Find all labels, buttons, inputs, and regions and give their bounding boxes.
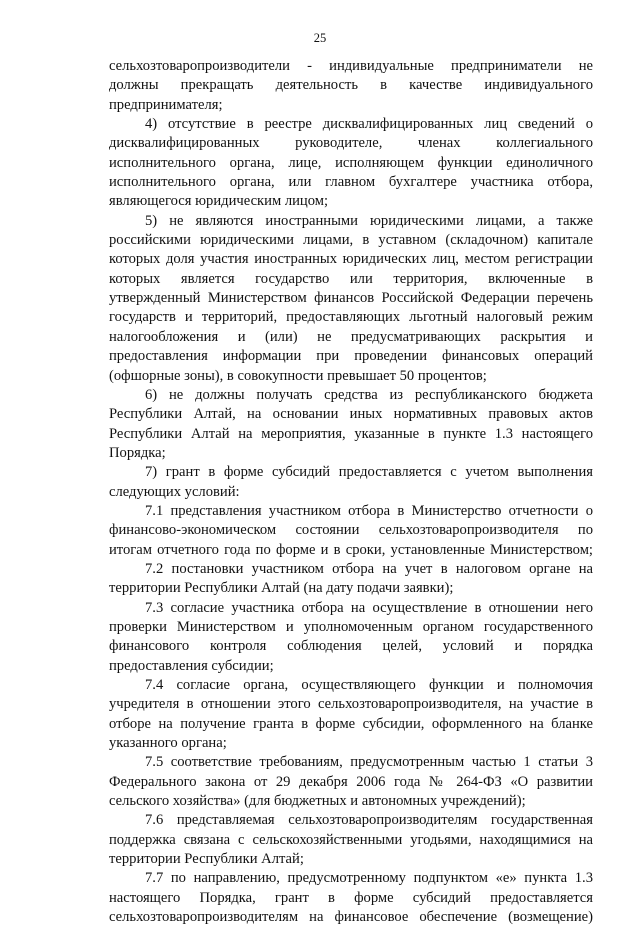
text-line: поддержка связана с сельскохозяйственными угодьями, находящимися на	[109, 831, 593, 848]
text-line: 7.7 по направлению, предусмотренному подпунктом «е» пункта 1.3	[145, 870, 593, 887]
text-line: Республики Алтай на мероприятия, указанные в пункте 1.3 настоящего	[109, 425, 593, 442]
text-line: отборе на получение гранта в форме субсидии, оформленного на бланке	[109, 715, 593, 732]
text-line: сельхозтоваропроизводителям на финансовое обеспечение (возмещение)	[109, 909, 593, 926]
text-line: сельхозтоваропроизводители - индивидуальные предприниматели не	[109, 58, 593, 74]
text-line: налогообложения и (или) не предусматривающих раскрытия и	[109, 328, 593, 345]
text-line: 7.3 согласие участника отбора на осуществление в отношении него	[145, 599, 593, 616]
text-line: 7.6 представляемая сельхозтоваропроизводителям государственная	[145, 812, 593, 829]
text-line: предпринимателя;	[109, 96, 223, 113]
text-line: финансового контроля соблюдения целей, условий и порядка	[109, 638, 593, 655]
text-line: проверки Министерством и уполномоченным органом государственного	[109, 618, 593, 635]
text-line: которых является государство или территория, включенные в	[109, 270, 593, 287]
text-line: территории Республики Алтай (на дату подачи заявки);	[109, 580, 454, 597]
text-line: финансово-экономическом состоянии сельхозтоваропроизводителя по	[109, 522, 593, 539]
text-line: дисквалифицированных руководителе, членах коллегиального	[109, 135, 593, 152]
text-line: Федерального закона от 29 декабря 2006 года № 264-ФЗ «О развитии	[109, 773, 593, 790]
text-line: исполнительного органа, лице, исполняющем функции единоличного	[109, 154, 593, 171]
text-line: сельского хозяйства» (для бюджетных и автономных учреждений);	[109, 793, 526, 810]
text-line: Порядка;	[109, 444, 166, 461]
text-line: 7.5 соответствие требованиям, предусмотренным частью 1 статьи 3	[145, 754, 593, 771]
text-line: должны прекращать деятельность в качестве индивидуального	[109, 77, 593, 94]
text-line: указанного органа;	[109, 735, 227, 752]
text-line: итогам отчетного года по форме и в сроки, установленные Министерством;	[109, 541, 593, 558]
text-line: Республики Алтай, на основании иных нормативных правовых актов	[109, 406, 593, 423]
text-line: (офшорные зоны), в совокупности превышает 50 процентов;	[109, 367, 487, 384]
text-line: 7.1 представления участником отбора в Министерство отчетности о	[145, 502, 593, 519]
text-line: 5) не являются иностранными юридическими лицами, а также	[145, 212, 593, 229]
text-line: российскими юридическими лицами, в уставном (складочном) капитале	[109, 232, 593, 249]
page-number: 25	[313, 31, 327, 45]
text-line: следующих условий:	[109, 483, 240, 500]
document-body	[109, 57, 593, 927]
text-line: утвержденный Министерством финансов Российской Федерации перечень	[109, 290, 593, 307]
text-line: 7.4 согласие органа, осуществляющего функции и полномочия	[145, 677, 593, 693]
text-line: 6) не должны получать средства из республиканского бюджета	[145, 386, 593, 403]
text-line: которых доля участия иностранных юридических лиц, местом регистрации	[109, 251, 593, 268]
text-line: 7) грант в форме субсидий предоставляется с учетом выполнения	[145, 464, 593, 481]
text-line: исполнительного органа, или главном бухгалтере участника отбора,	[109, 174, 593, 191]
text-line: являющегося юридическим лицом;	[109, 193, 329, 210]
text-line: предоставления субсидии;	[109, 657, 274, 674]
text-line: предоставления информации при проведении финансовых операций	[109, 348, 593, 365]
text-line: 4) отсутствие в реестре дисквалифицированных лиц сведений о	[145, 116, 593, 133]
text-line: государств и территорий, предоставляющих льготный налоговый режим	[109, 309, 593, 326]
text-line: территории Республики Алтай;	[109, 851, 304, 868]
text-line: 7.2 постановки участником отбора на учет в налоговом органе на	[145, 560, 593, 577]
text-line: учредителя в отношении этого сельхозтоваропроизводителя, на участие в	[109, 696, 593, 713]
text-line: настоящего Порядка, грант в форме субсидий предоставляется	[109, 889, 593, 906]
